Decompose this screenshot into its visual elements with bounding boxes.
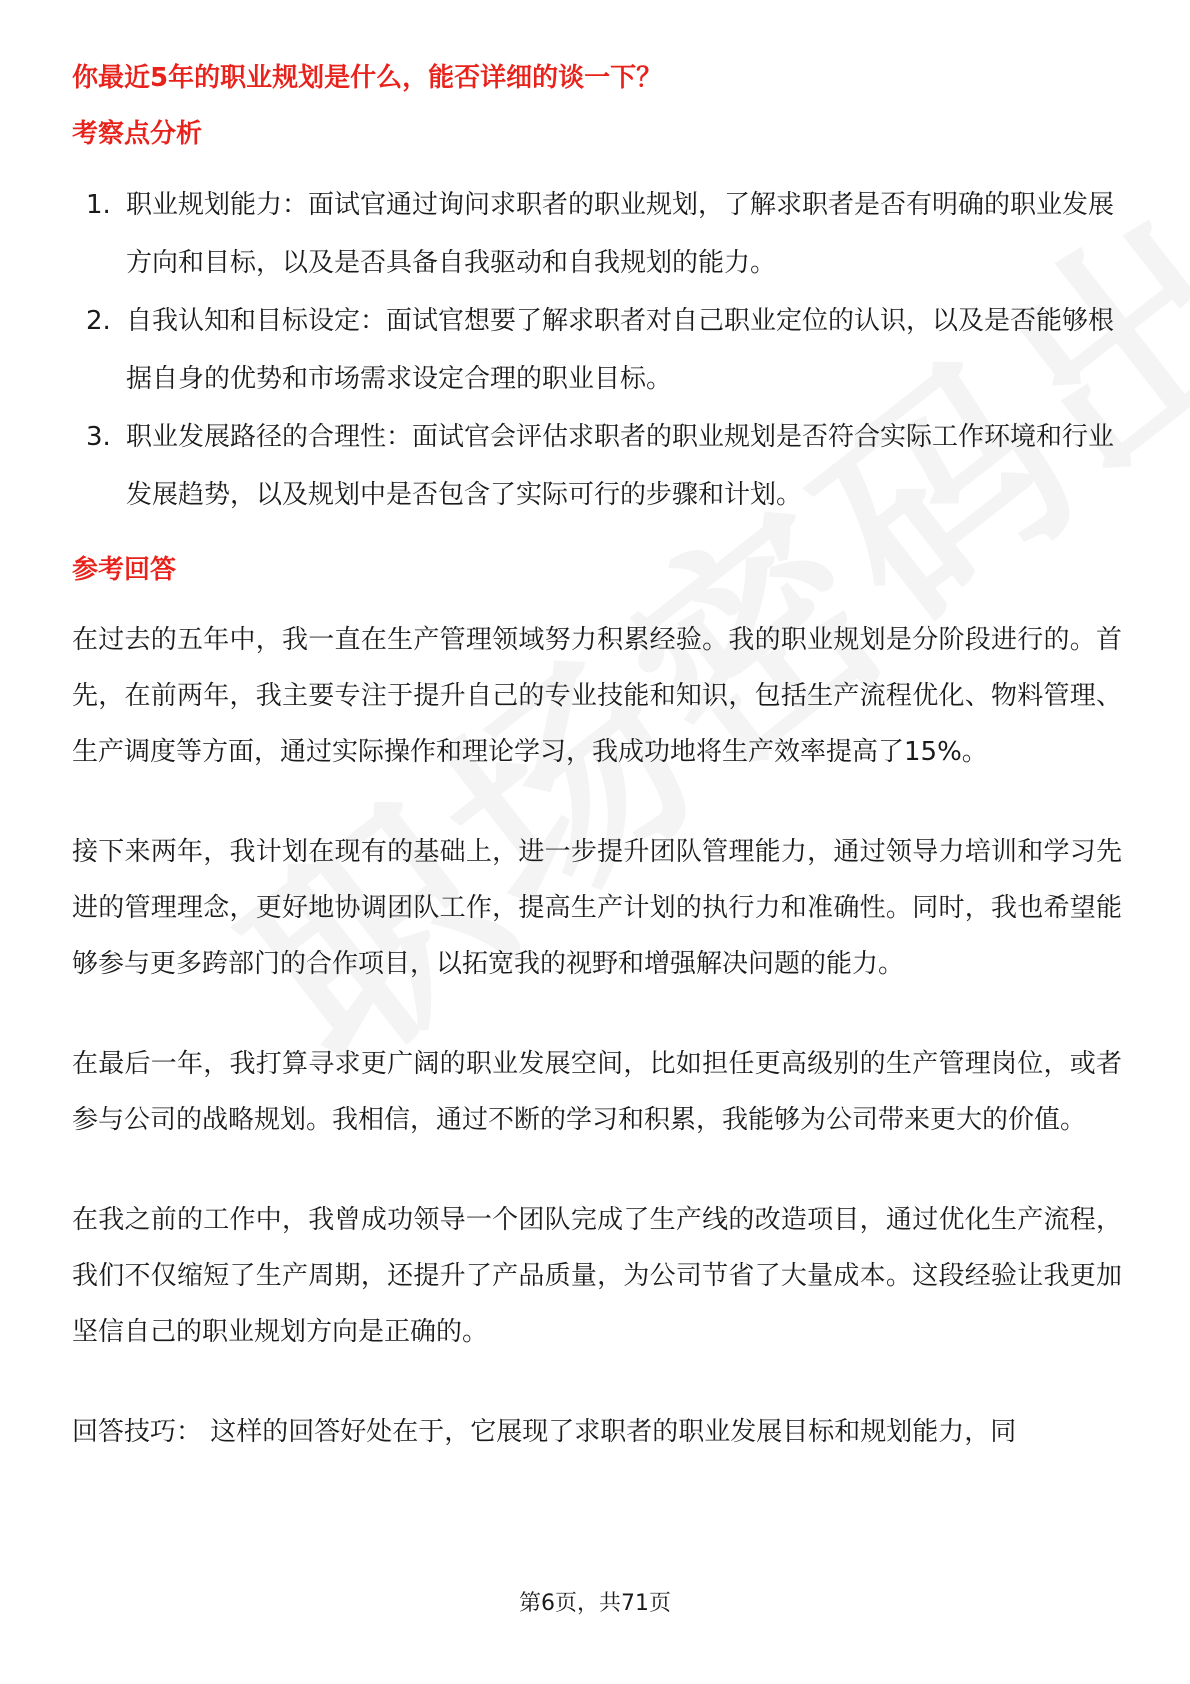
- answer-title: 参考回答: [72, 555, 177, 585]
- analysis-item-text: 自我认知和目标设定：面试官想要了解求职者对自己职业定位的认识，以及是否能够根据自身的优势和市场需求设定合理的职业目标。: [126, 306, 1115, 394]
- answer-paragraph: 在最后一年，我打算寻求更广阔的职业发展空间，比如担任更高级别的生产管理岗位，或者参与公司的战略规划。我相信，通过不断的学习和积累，我能够为公司带来更大的价值。: [72, 1049, 1122, 1135]
- page-number: 第6页，共71页: [519, 1591, 671, 1616]
- analysis-item: [72, 176, 1122, 292]
- answer-paragraph: 在我之前的工作中，我曾成功领导一个团队完成了生产线的改造项目，通过优化生产流程，我们不仅缩短了生产周期，还提升了产品质量，为公司节省了大量成本。这段经验让我更加坚信自己的职业规划方向是正确的。: [72, 1205, 1122, 1347]
- analysis-item-text: 职业发展路径的合理性：面试官会评估求职者的职业规划是否符合实际工作环境和行业发展趋势，以及规划中是否包含了实际可行的步骤和计划。: [126, 422, 1115, 510]
- analysis-item-text: 职业规划能力：面试官通过询问求职者的职业规划，了解求职者是否有明确的职业发展方向和目标，以及是否具备自我驱动和自我规划的能力。: [126, 190, 1115, 278]
- analysis-item-number: 3.: [86, 422, 111, 452]
- analysis-list: [72, 176, 1122, 524]
- answer-tips: 回答技巧： 这样的回答好处在于，它展现了求职者的职业发展目标和规划能力，同: [72, 1417, 1017, 1447]
- page-content: [72, 58, 1122, 1460]
- analysis-item: [72, 408, 1122, 524]
- answer-paragraph: 接下来两年，我计划在现有的基础上，进一步提升团队管理能力，通过领导力培训和学习先进的管理理念，更好地协调团队工作，提高生产计划的执行力和准确性。同时，我也希望能够参与更多跨部门的合作项目，以拓宽我的视野和增强解决问题的能力。: [72, 837, 1122, 979]
- analysis-item-number: 2.: [86, 306, 111, 336]
- answer-paragraph: 在过去的五年中，我一直在生产管理领域努力积累经验。我的职业规划是分阶段进行的。首先，在前两年，我主要专注于提升自己的专业技能和知识，包括生产流程优化、物料管理、生产调度等方面，通过实际操作和理论学习，我成功地将生产效率提高了15%。: [72, 625, 1122, 767]
- analysis-title: 考察点分析: [72, 119, 203, 149]
- question-heading: 你最近5年的职业规划是什么，能否详细的谈一下？: [72, 63, 663, 93]
- analysis-item: [72, 292, 1122, 408]
- analysis-item-number: 1.: [86, 190, 111, 220]
